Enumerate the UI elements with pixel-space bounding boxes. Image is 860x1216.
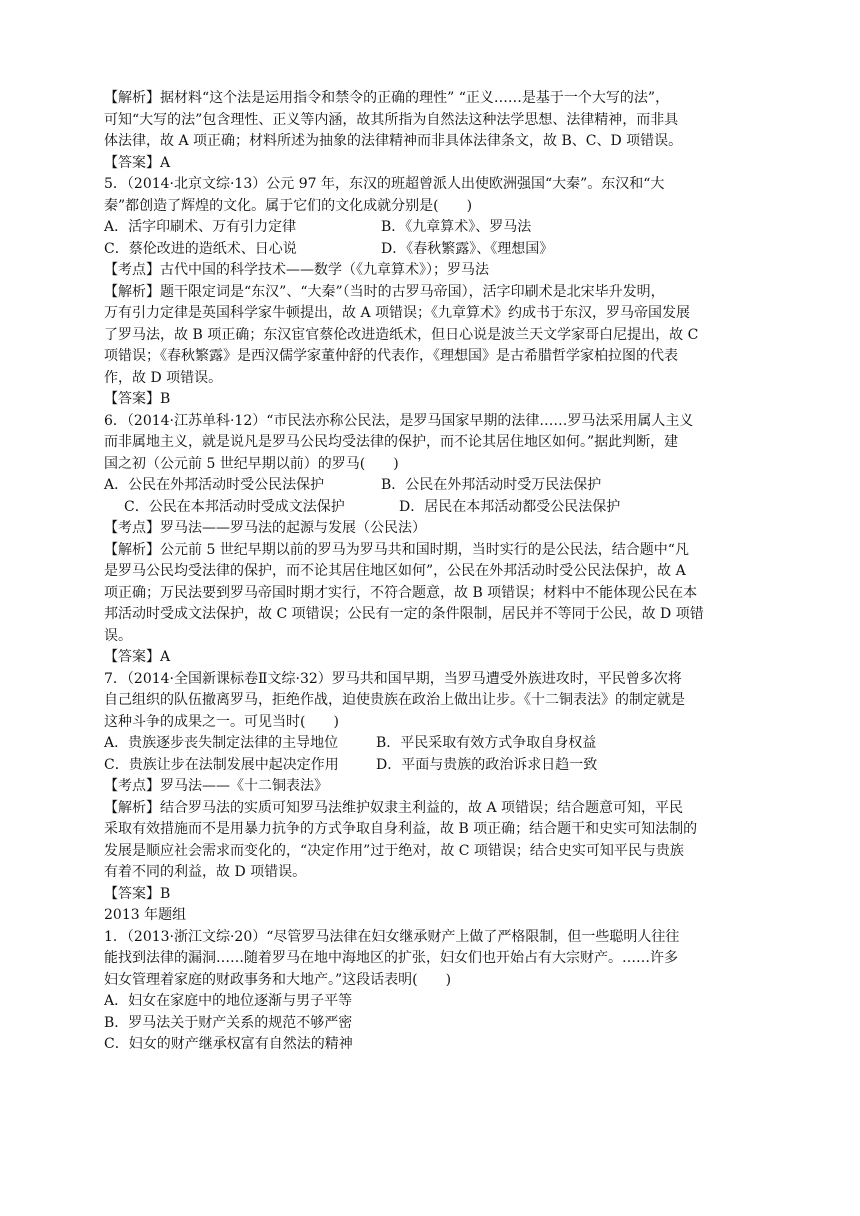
question-1-stem: 1．（2013·浙江文综·20）“尽管罗马法律在妇女继承财产上做了严格限制，但一些聪明人往往 [104,928,680,945]
section-heading: 2013 年题组 [104,907,187,923]
option-b: B．平民采取有效方式争取自身权益 [376,735,597,751]
answer-line: 【答案】B [104,885,171,902]
question-5-options-row [104,239,774,261]
document-page [104,88,774,1056]
text-line: 误。 [104,627,132,644]
question-6-stem: 而非属地主义，就是说凡是罗马公民均受法律的保护，而不论其居住地区如何。”据此判断，建 [104,434,679,450]
question-6-stem: 6．（2014·江苏单科·12）“市民法亦称公民法，是罗马国家早期的法律……罗马法采用属人主义 [104,412,694,429]
question-5-options-row [104,217,774,239]
option-d: D．《春秋繁露》、《理想国》 [381,240,554,257]
option-a: A．贵族逐步丧失制定法律的主导地位 [104,735,339,751]
option-b: B．罗马法关于财产关系的规范不够严密 [104,1014,353,1031]
text-line: 采取有效措施而不是用暴力抗争的方式争取自身利益，故 B 项正确；结合题干和史实可知法制的 [104,821,698,837]
question-7-stem: 7．（2014·全国新课标卷Ⅱ文综·32）罗马共和国早期，当罗马遭受外族进攻时，平民曾多次将 [104,670,682,687]
text-line: 【考点】古代中国的科学技术——数学（《九章算术》）；罗马法 [104,262,489,278]
option-a: A．公民在外邦活动时受公民法保护 [104,477,325,493]
question-6-options-row [104,475,774,497]
text-line: 作，故 D 项错误。 [104,369,223,386]
question-7-stem: 这种斗争的成果之一。可见当时( ) [104,713,339,730]
option-c: C．蔡伦改进的造纸术、日心说 [104,240,297,257]
option-d: D．平面与贵族的政治诉求日趋一致 [376,756,598,773]
option-b: B．公民在外邦活动时受万民法保护 [381,477,602,493]
text-line: 【考点】罗马法——罗马法的起源与发展（公民法） [104,520,426,536]
text-line: 万有引力定律是英国科学家牛顿提出，故 A 项错误；《九章算术》约成书于东汉，罗马帝国发展 [104,305,691,321]
question-1-stem: 能找到法律的漏洞……随着罗马在地中海地区的扩张，妇女们也开始占有大宗财产。……许多 [104,950,678,966]
question-6-stem: 国之初（公元前 5 世纪早期以前）的罗马( ) [104,455,399,472]
option-a: A．妇女在家庭中的地位逐渐与男子平等 [104,993,353,1009]
option-c: C．贵族让步在法制发展中起决定作用 [104,756,339,773]
answer-line: 【答案】A [104,649,171,665]
answer-line: 【答案】A [104,154,171,171]
answer-line: 【答案】B [104,391,171,407]
text-line: 邦活动时受成文法保护，故 C 项错误；公民有一定的条件限制，居民并不等同于公民，故 D 项错 [104,606,704,622]
option-a: A．活字印刷术、万有引力定律 [104,219,297,235]
text-line: 【解析】结合罗马法的实质可知罗马法维护奴隶主利益的，故 A 项错误；结合题意可知，平民 [104,799,684,816]
option-c: C．公民在本邦活动时受成文法保护 [124,498,345,515]
text-line: 有着不同的利益，故 D 项错误。 [104,864,307,880]
text-line: 了罗马法，故 B 项正确；东汉宦官蔡伦改进造纸术，但日心说是波兰天文学家哥白尼提出，故 C [104,326,699,343]
text-line: 体法律，故 A 项正确；材料所述为抽象的法律精神而非具体法律条文，故 B、C、D 项错误。 [104,133,683,149]
text-line: 发展是顺应社会需求而变化的，“决定作用”过于绝对，故 C 项错误；结合史实可知平民与贵族 [104,842,684,859]
question-7-options-row [104,755,774,777]
question-5-stem: 5．（2014·北京文综·13）公元 97 年，东汉的班超曾派人出使欧洲强国“大秦”。东汉和“大 [104,176,665,192]
text-line: 【解析】据材料“这个法是运用指令和禁令的正确的理性” “正义……是基于一个大写的法”， [104,90,670,106]
question-6-options-row [104,497,774,519]
text-line: 【考点】罗马法——《十二铜表法》 [104,778,328,794]
text-line: 项正确；万民法要到罗马帝国时期才实行，不符合题意，故 B 项错误；材料中不能体现公民在本 [104,584,698,601]
option-b: B．《九章算术》、罗马法 [381,219,532,235]
option-d: D．居民在本邦活动都受公民法保护 [399,498,621,515]
text-line: 【解析】公元前 5 世纪早期以前的罗马为罗马共和国时期，当时实行的是公民法，结合题中“凡 [104,541,689,558]
text-line: 可知“大写的法”包含理性、正义等内涵，故其所指为自然法这种法学思想、法律精神，而非具 [104,111,679,128]
question-1-stem: 妇女管理着家庭的财政事务和大地产。”这段话表明( ) [104,971,452,988]
question-5-stem: 秦”都创造了辉煌的文化。属于它们的文化成就分别是( ) [104,197,473,214]
question-7-stem: 自己组织的队伍撤离罗马，拒绝作战，迫使贵族在政治上做出让步。《十二铜表法》的制定就是 [104,692,685,708]
text-line: 项错误；《春秋繁露》是西汉儒学家董仲舒的代表作，《理想国》是古希腊哲学家柏拉图的代表 [104,348,678,364]
text-line: 【解析】题干限定词是“东汉”、“大秦”（当时的古罗马帝国），活字印刷术是北宋毕升发明， [104,283,665,300]
option-c: C．妇女的财产继承权富有自然法的精神 [104,1036,353,1052]
text-line: 是罗马公民均受法律的保护，而不论其居住地区如何”，公民在外邦活动时受公民法保护，故 A [104,563,686,579]
question-7-options-row [104,733,774,755]
